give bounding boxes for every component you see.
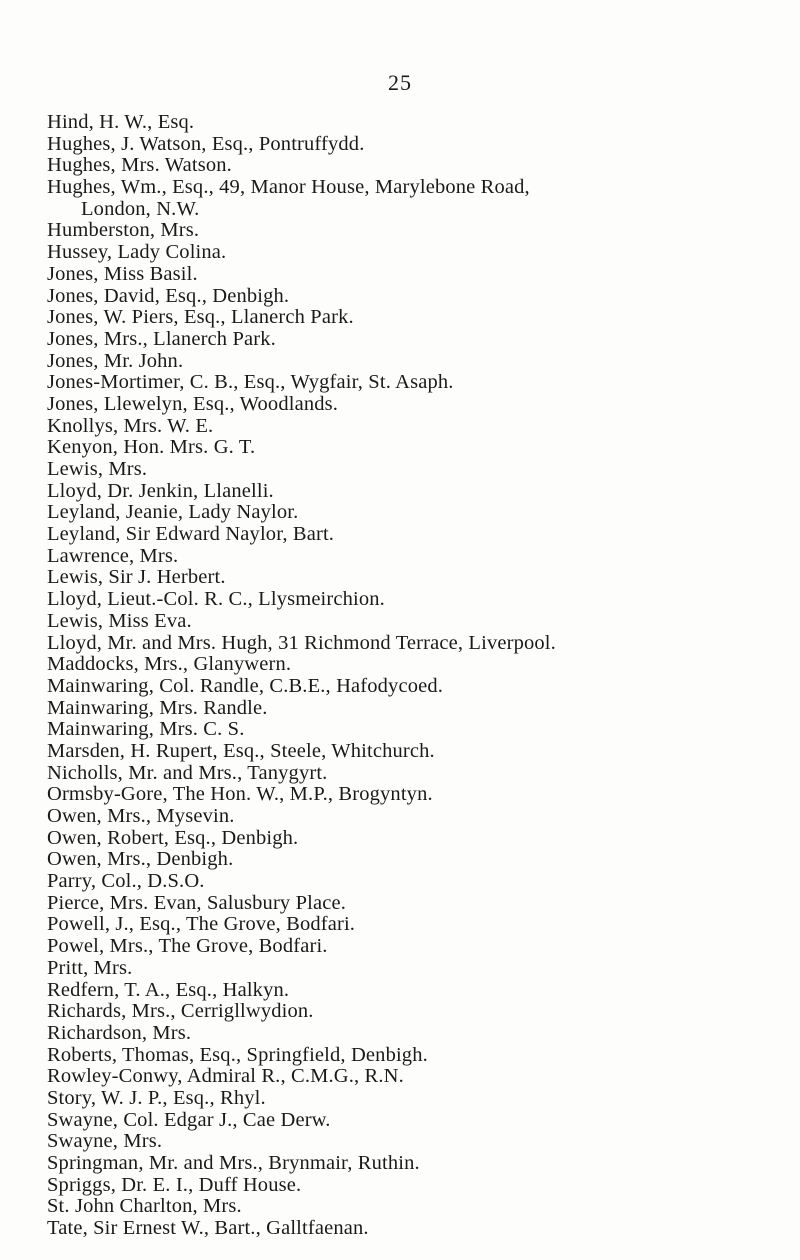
list-entry: Pierce, Mrs. Evan, Salusbury Place. (47, 891, 347, 914)
list-entry: Redfern, T. A., Esq., Halkyn. (47, 978, 290, 1001)
list-entry: Springman, Mr. and Mrs., Brynmair, Ruthin. (47, 1152, 420, 1174)
list-entry: Lloyd, Mr. and Mrs. Hugh, 31 Richmond Terrace, Liverpool. (47, 631, 556, 654)
list-entry: Owen, Robert, Esq., Denbigh. (47, 826, 299, 849)
list-entry: Lewis, Sir J. Herbert. (47, 566, 226, 589)
list-entry: St. John Charlton, Mrs. (47, 1195, 242, 1218)
list-entry: Rowley-Conwy, Admiral R., C.M.G., R.N. (47, 1065, 404, 1088)
list-entry: Jones, Miss Basil. (47, 262, 198, 285)
list-entry: Mainwaring, Col. Randle, C.B.E., Hafodycoed. (47, 674, 444, 697)
list-entry: Owen, Mrs., Denbigh. (47, 848, 234, 871)
page-number: 25 (388, 70, 412, 95)
subscriber-list (47, 112, 787, 1240)
list-entry: Maddocks, Mrs., Glanywern. (47, 653, 292, 676)
list-entry: Jones-Mortimer, C. B., Esq., Wygfair, St. Asaph. (47, 371, 454, 394)
list-entry: Mainwaring, Mrs. Randle. (47, 696, 268, 719)
list-entry: Marsden, H. Rupert, Esq., Steele, Whitchurch. (47, 739, 435, 762)
list-entry: Humberston, Mrs. (47, 219, 200, 242)
list-entry: Swayne, Col. Edgar J., Cae Derw. (47, 1108, 331, 1131)
list-entry: Jones, David, Esq., Denbigh. (47, 284, 290, 307)
list-entry: Owen, Mrs., Mysevin. (47, 805, 235, 827)
list-entry: Mainwaring, Mrs. C. S. (47, 718, 245, 741)
list-entry: Leyland, Sir Edward Naylor, Bart. (47, 523, 335, 546)
list-entry: Richardson, Mrs. (47, 1021, 192, 1044)
list-entry: Kenyon, Hon. Mrs. G. T. (47, 436, 256, 459)
list-entry: Powel, Mrs., The Grove, Bodfari. (47, 935, 328, 958)
list-entry: Hughes, Mrs. Watson. (47, 154, 232, 177)
list-entry: Spriggs, Dr. E. I., Duff House. (47, 1173, 302, 1196)
list-entry: Lewis, Mrs. (47, 458, 148, 480)
list-entry: Lewis, Miss Eva. (47, 609, 192, 632)
list-entry: Richards, Mrs., Cerrigllwydion. (47, 1000, 314, 1023)
list-entry: Ormsby-Gore, The Hon. W., M.P., Brogyntyn. (47, 783, 433, 806)
list-entry: Powell, J., Esq., The Grove, Bodfari. (47, 913, 356, 936)
list-entry: Knollys, Mrs. W. E. (47, 414, 214, 437)
list-entry: Jones, Mr. John. (47, 349, 184, 372)
list-entry: Jones, Mrs., Llanerch Park. (47, 327, 276, 350)
list-entry: Hughes, Wm., Esq., 49, Manor House, Marylebone Road, (47, 176, 530, 199)
list-entry: London, N.W. (81, 197, 200, 220)
list-entry: Tate, Sir Ernest W., Bart., Galltfaenan. (47, 1217, 369, 1240)
list-entry: Leyland, Jeanie, Lady Naylor. (47, 501, 299, 524)
list-entry: Hughes, J. Watson, Esq., Pontruffydd. (47, 132, 365, 155)
list-entry: Jones, Llewelyn, Esq., Woodlands. (47, 392, 339, 415)
list-entry: Parry, Col., D.S.O. (47, 870, 205, 893)
list-entry: Pritt, Mrs. (47, 956, 133, 979)
list-entry: Hind, H. W., Esq. (47, 111, 195, 133)
list-entry: Story, W. J. P., Esq., Rhyl. (47, 1086, 266, 1109)
list-entry: Nicholls, Mr. and Mrs., Tanygyrt. (47, 761, 328, 784)
list-entry: Lloyd, Lieut.-Col. R. C., Llysmeirchion. (47, 588, 385, 611)
list-entry: Hussey, Lady Colina. (47, 241, 227, 264)
list-entry: Lawrence, Mrs. (47, 544, 179, 567)
list-entry: Swayne, Mrs. (47, 1130, 163, 1153)
list-entry: Jones, W. Piers, Esq., Llanerch Park. (47, 306, 354, 329)
list-entry: Roberts, Thomas, Esq., Springfield, Denbigh. (47, 1043, 428, 1066)
list-entry: Lloyd, Dr. Jenkin, Llanelli. (47, 479, 274, 502)
